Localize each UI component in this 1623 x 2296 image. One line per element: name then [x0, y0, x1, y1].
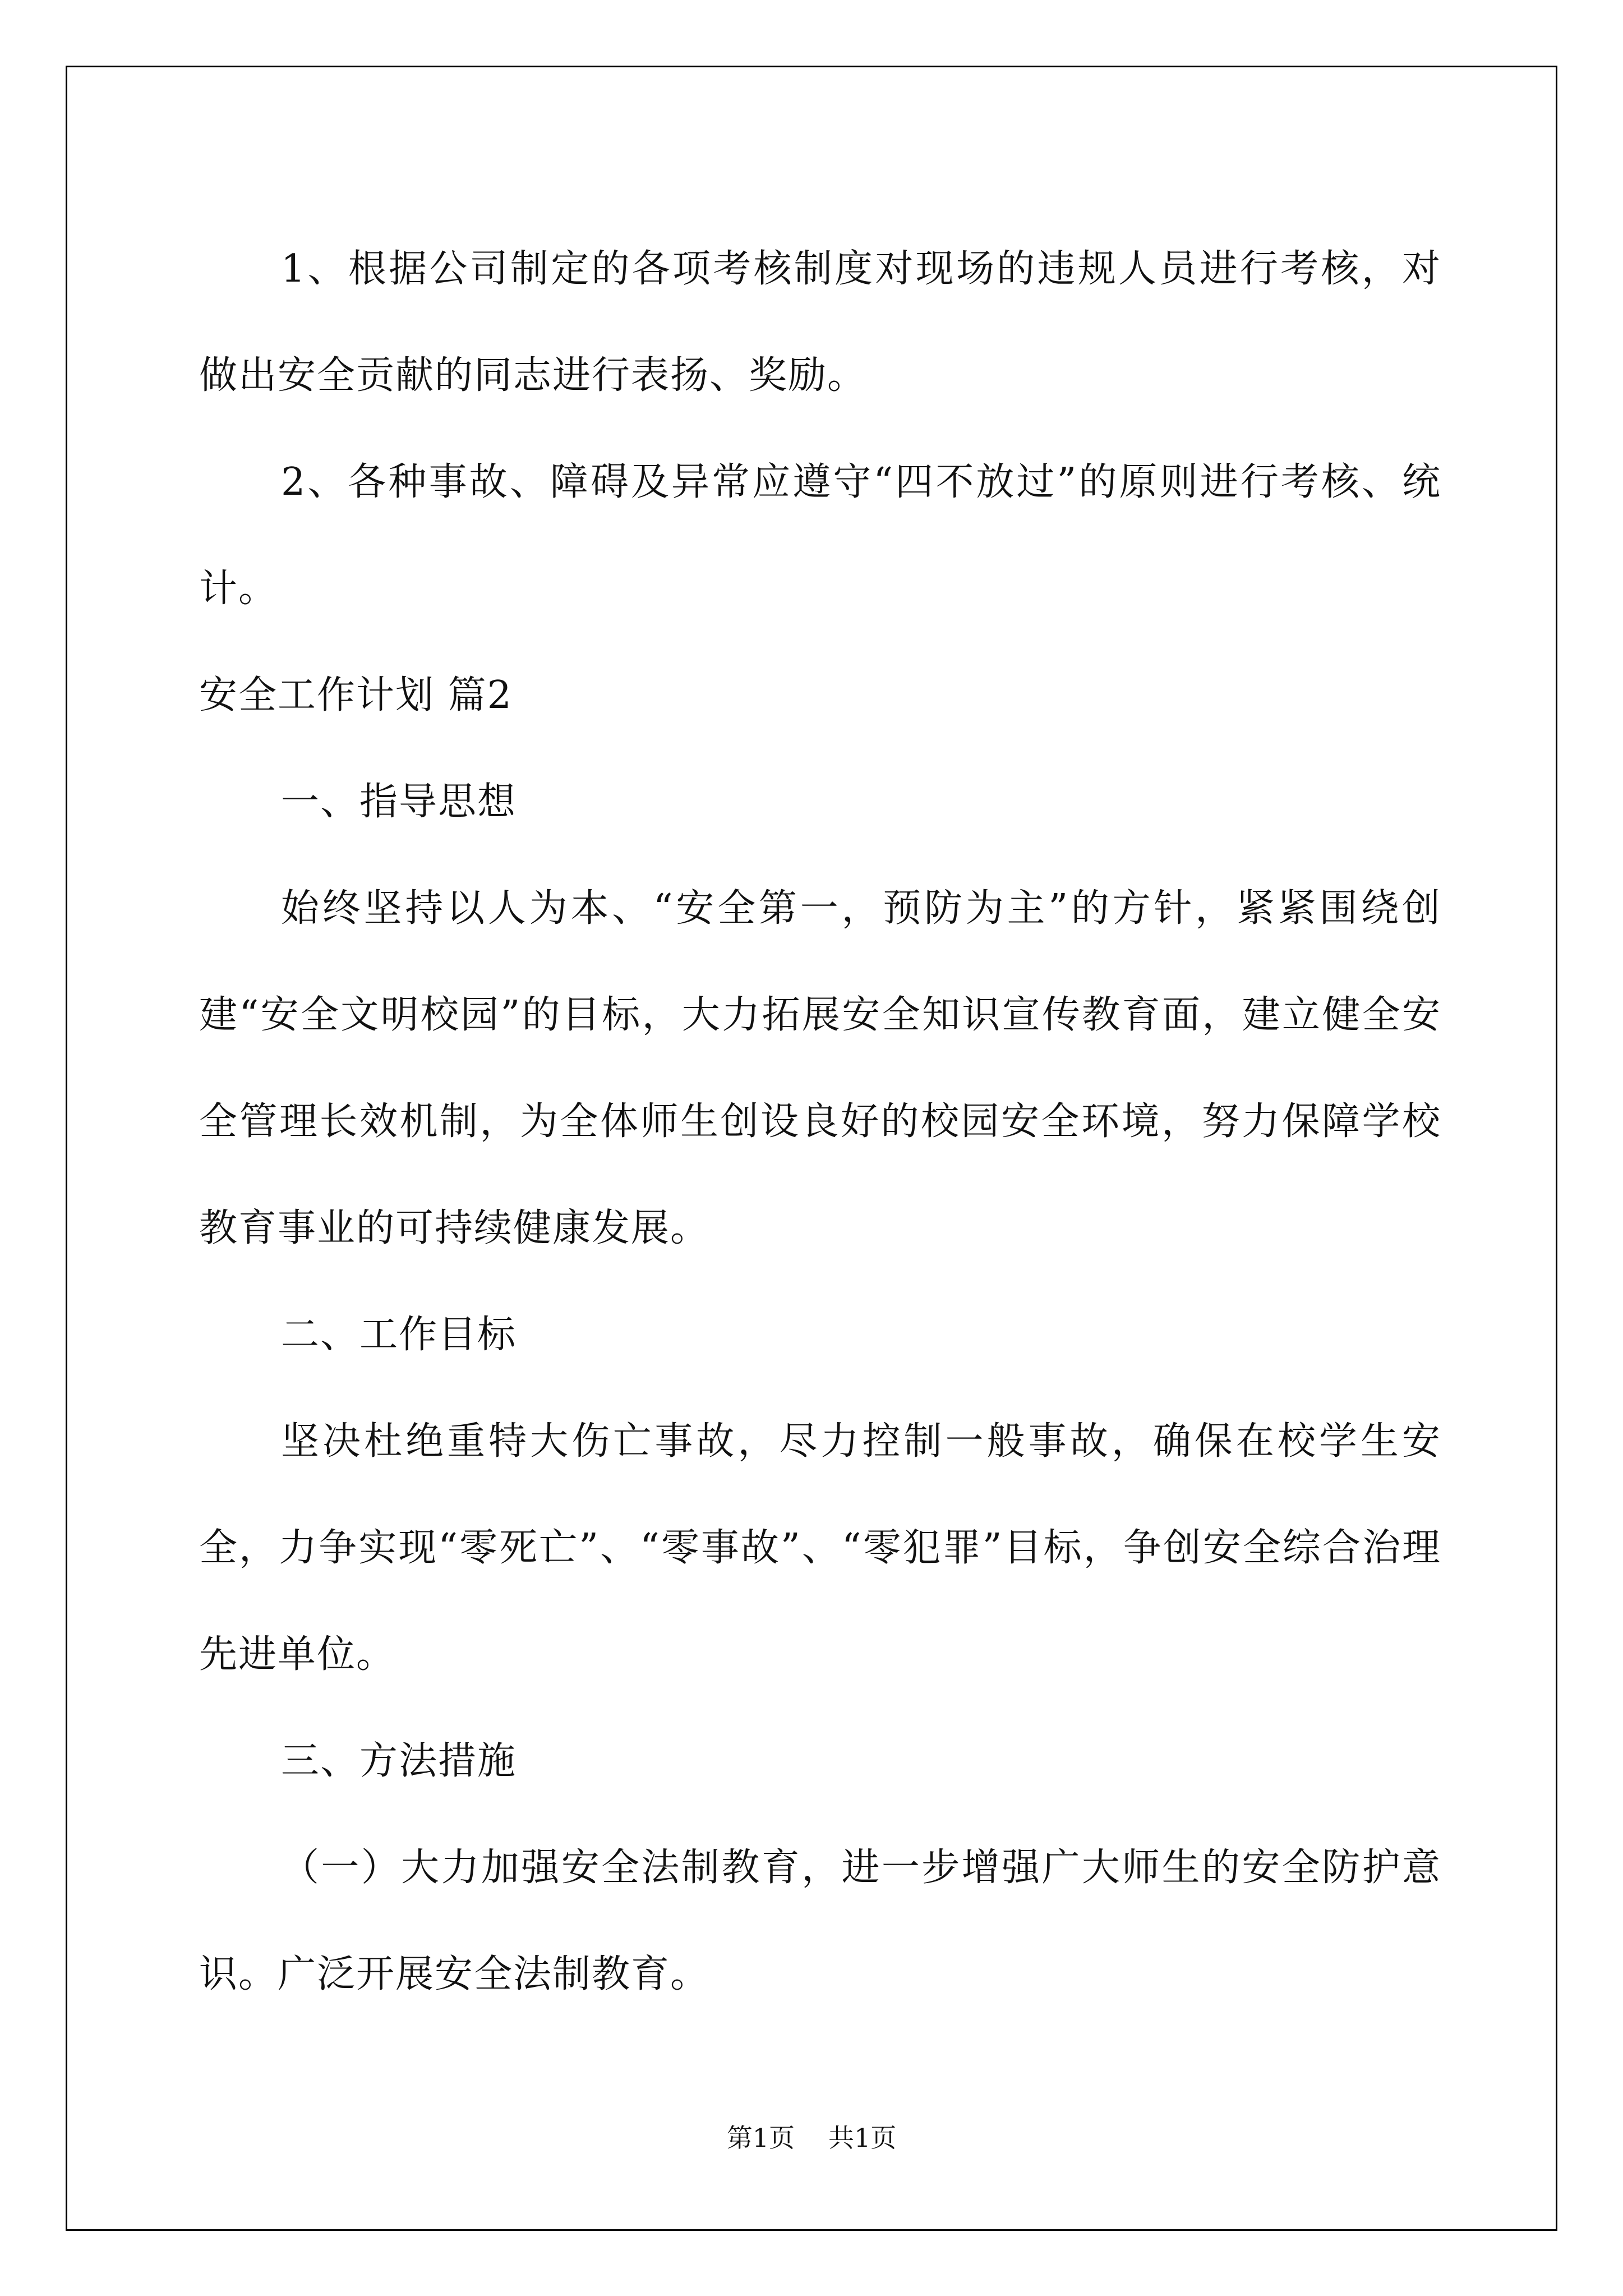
paragraph: 始终坚持以人为本、“安全第一，预防为主”的方针，紧紧围绕创建“安全文明校园”的目标，大力拓展安全知识宣传教育面，建立健全安全管理长效机制，为全体师生创设良好的校园安全环境，努力保障学校教育事业的可持续健康发展。 — [199, 886, 1441, 1250]
page-total: 共1页 — [828, 2123, 897, 2153]
paragraph: （一）大力加强安全法制教育，进一步增强广大师生的安全防护意识。广泛开展安全法制教育。 — [199, 1846, 1441, 1996]
page-number: 第1页 — [726, 2123, 795, 2153]
document-body — [199, 216, 1441, 2028]
subheading: 一、指导思想 — [281, 780, 517, 824]
section-heading: 安全工作计划 篇2 — [199, 673, 513, 717]
paragraph: 坚决杜绝重特大伤亡事故，尽力控制一般事故，确保在校学生安全，力争实现“零死亡”、“零事故”、“零犯罪”目标，争创安全综合治理先进单位。 — [199, 1419, 1441, 1677]
subheading: 三、方法措施 — [281, 1739, 517, 1783]
paragraph: 1、根据公司制定的各项考核制度对现场的违规人员进行考核，对做出安全贡献的同志进行表扬、奖励。 — [199, 247, 1441, 398]
paragraph: 2、各种事故、障碍及异常应遵守“四不放过”的原则进行考核、统计。 — [199, 460, 1441, 611]
subheading: 二、工作目标 — [281, 1313, 517, 1357]
page-footer — [0, 2118, 1623, 2155]
